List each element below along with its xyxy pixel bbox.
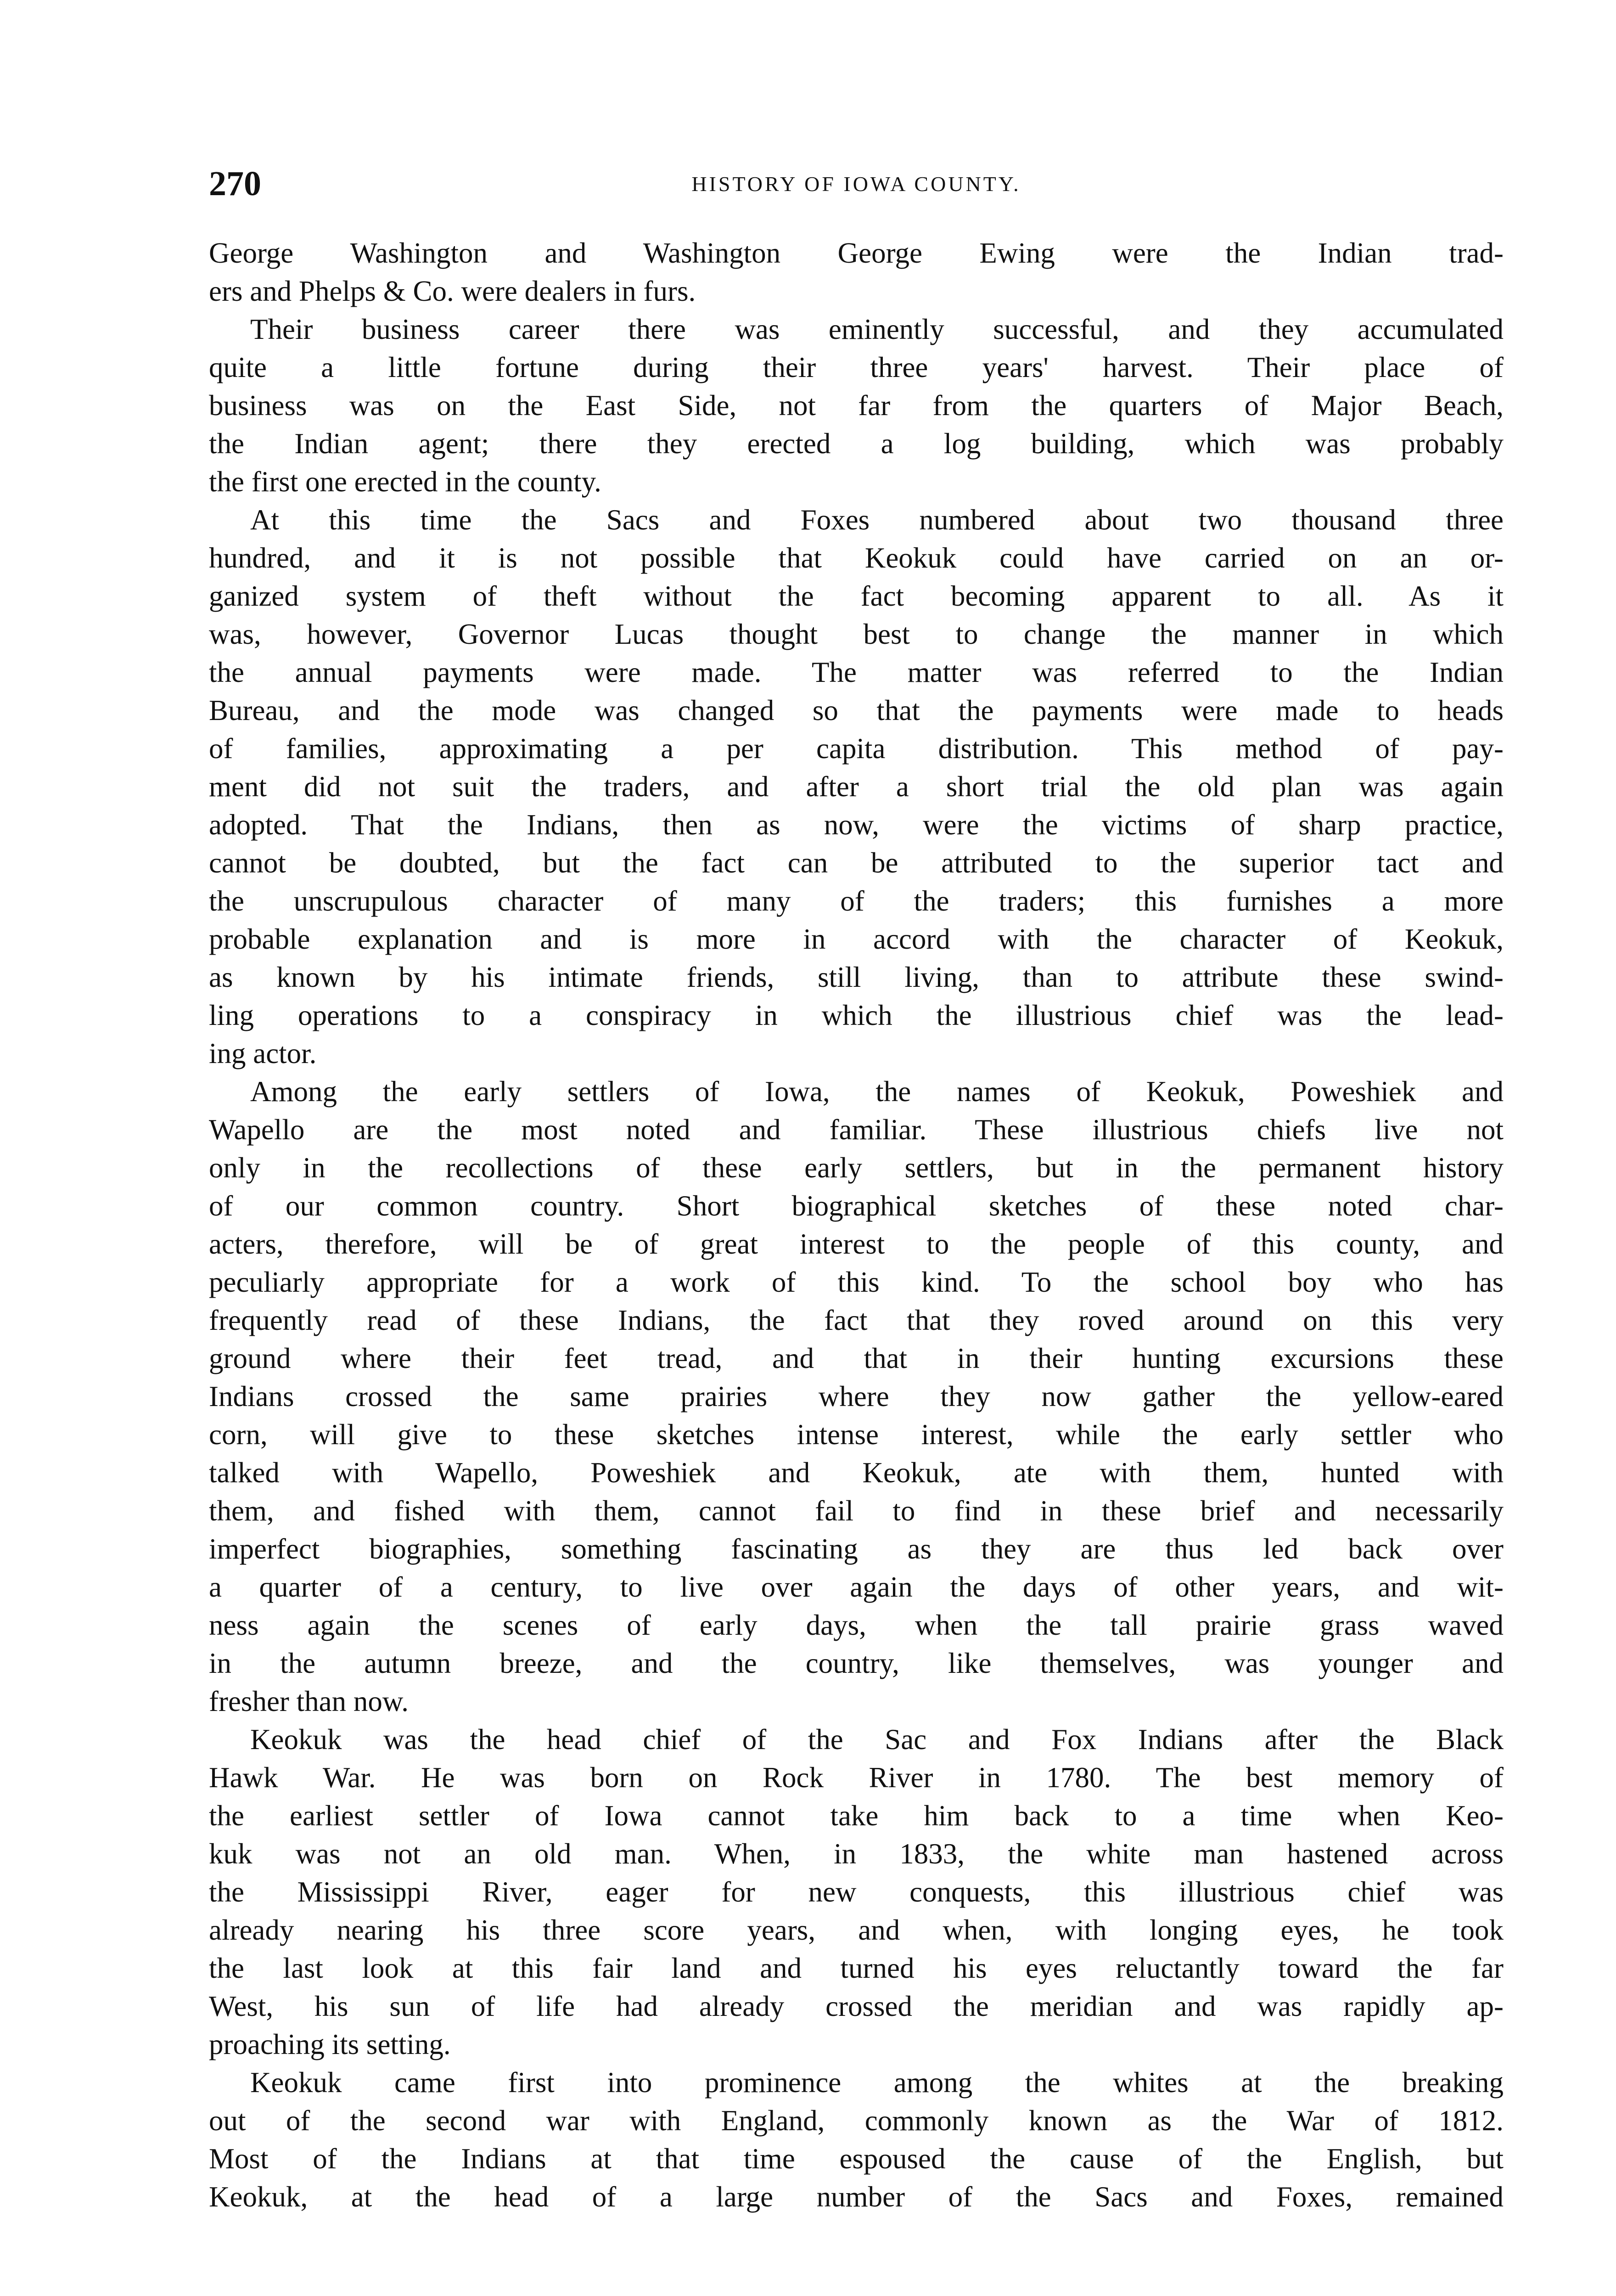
text-line: as known by his intimate friends, still living, than to attribute these swind- xyxy=(209,961,1504,993)
text-line: of our common country. Short biographical sketches of these noted char- xyxy=(209,1190,1504,1222)
text-line: Wapello are the most noted and familiar. These illustrious chiefs live not xyxy=(209,1114,1504,1146)
running-head xyxy=(209,161,1504,211)
text-line: ground where their feet tread, and that in their hunting excursions these xyxy=(209,1342,1504,1374)
text-line: the unscrupulous character of many of the traders; this furnishes a more xyxy=(209,885,1504,917)
page-number: 270 xyxy=(209,164,261,203)
text-line: business was on the East Side, not far from the quarters of Major Beach, xyxy=(209,389,1504,422)
text-line: already nearing his three score years, and when, with longing eyes, he took xyxy=(209,1914,1504,1946)
text-line: was, however, Governor Lucas thought best to change the manner in which xyxy=(209,618,1504,650)
text-line: proaching its setting. xyxy=(209,2028,451,2060)
text-line: At this time the Sacs and Foxes numbered about two thousand three xyxy=(250,504,1504,536)
text-line: Bureau, and the mode was changed so that the payments were made to heads xyxy=(209,694,1504,726)
text-line: kuk was not an old man. When, in 1833, the white man hastened across xyxy=(209,1838,1504,1870)
text-line: talked with Wapello, Poweshiek and Keokuk, ate with them, hunted with xyxy=(209,1457,1504,1489)
text-line: ment did not suit the traders, and after a short trial the old plan was again xyxy=(209,771,1504,803)
text-line: quite a little fortune during their three years' harvest. Their place of xyxy=(209,351,1504,383)
text-line: Most of the Indians at that time espoused the cause of the English, but xyxy=(209,2143,1504,2175)
text-line: hundred, and it is not possible that Keokuk could have carried on an or- xyxy=(209,542,1504,574)
text-line: a quarter of a century, to live over again the days of other years, and wit- xyxy=(209,1571,1504,1603)
text-line: the first one erected in the county. xyxy=(209,466,601,498)
running-title: HISTORY OF IOWA COUNTY. xyxy=(691,172,1021,196)
text-line: frequently read of these Indians, the fact that they roved around on this very xyxy=(209,1304,1504,1336)
text-line: corn, will give to these sketches intense interest, while the early settler who xyxy=(209,1418,1504,1451)
text-line: fresher than now. xyxy=(209,1685,409,1717)
text-line: ling operations to a conspiracy in which the illustrious chief was the lead- xyxy=(209,999,1504,1031)
text-line: Keokuk, at the head of a large number of the Sacs and Foxes, remained xyxy=(209,2181,1504,2213)
text-line: the annual payments were made. The matter was referred to the Indian xyxy=(209,656,1504,688)
text-line: only in the recollections of these early settlers, but in the permanent history xyxy=(209,1152,1504,1184)
text-line: the earliest settler of Iowa cannot take him back to a time when Keo- xyxy=(209,1800,1504,1832)
text-line: Among the early settlers of Iowa, the names of Keokuk, Poweshiek and xyxy=(250,1075,1504,1108)
text-line: ers and Phelps & Co. were dealers in furs. xyxy=(209,275,696,307)
text-line: Hawk War. He was born on Rock River in 1780. The best memory of xyxy=(209,1761,1504,1794)
text-line: out of the second war with England, commonly known as the War of 1812. xyxy=(209,2105,1504,2137)
text-line: imperfect biographies, something fascinating as they are thus led back over xyxy=(209,1533,1504,1565)
text-line: the Indian agent; there they erected a log building, which was probably xyxy=(209,428,1504,460)
text-line: in the autumn breeze, and the country, like themselves, was younger and xyxy=(209,1647,1504,1679)
text-line: cannot be doubted, but the fact can be attributed to the superior tact and xyxy=(209,847,1504,879)
text-line: them, and fished with them, cannot fail to find in these brief and necessarily xyxy=(209,1495,1504,1527)
text-line: the Mississippi River, eager for new conquests, this illustrious chief was xyxy=(209,1876,1504,1908)
text-line: probable explanation and is more in accord with the character of Keokuk, xyxy=(209,923,1504,955)
text-line: ganized system of theft without the fact becoming apparent to all. As it xyxy=(209,580,1504,612)
text-line: ing actor. xyxy=(209,1037,317,1069)
text-line: Keokuk was the head chief of the Sac and Fox Indians after the Black xyxy=(250,1723,1504,1756)
text-line: George Washington and Washington George Ewing were the Indian trad- xyxy=(209,237,1504,269)
text-line: acters, therefore, will be of great interest to the people of this county, and xyxy=(209,1228,1504,1260)
text-line: Their business career there was eminently successful, and they accumulated xyxy=(250,313,1504,345)
body-text xyxy=(209,234,1504,2216)
text-line: of families, approximating a per capita distribution. This method of pay- xyxy=(209,732,1504,765)
text-line: Keokuk came first into prominence among the whites at the breaking xyxy=(250,2066,1504,2099)
text-line: ness again the scenes of early days, when the tall prairie grass waved xyxy=(209,1609,1504,1641)
text-line: the last look at this fair land and turned his eyes reluctantly toward the far xyxy=(209,1952,1504,1984)
text-line: West, his sun of life had already crossed the meridian and was rapidly ap- xyxy=(209,1990,1504,2022)
text-line: adopted. That the Indians, then as now, were the victims of sharp practice, xyxy=(209,809,1504,841)
text-line: peculiarly appropriate for a work of this kind. To the school boy who has xyxy=(209,1266,1504,1298)
text-line: Indians crossed the same prairies where they now gather the yellow-eared xyxy=(209,1380,1504,1412)
